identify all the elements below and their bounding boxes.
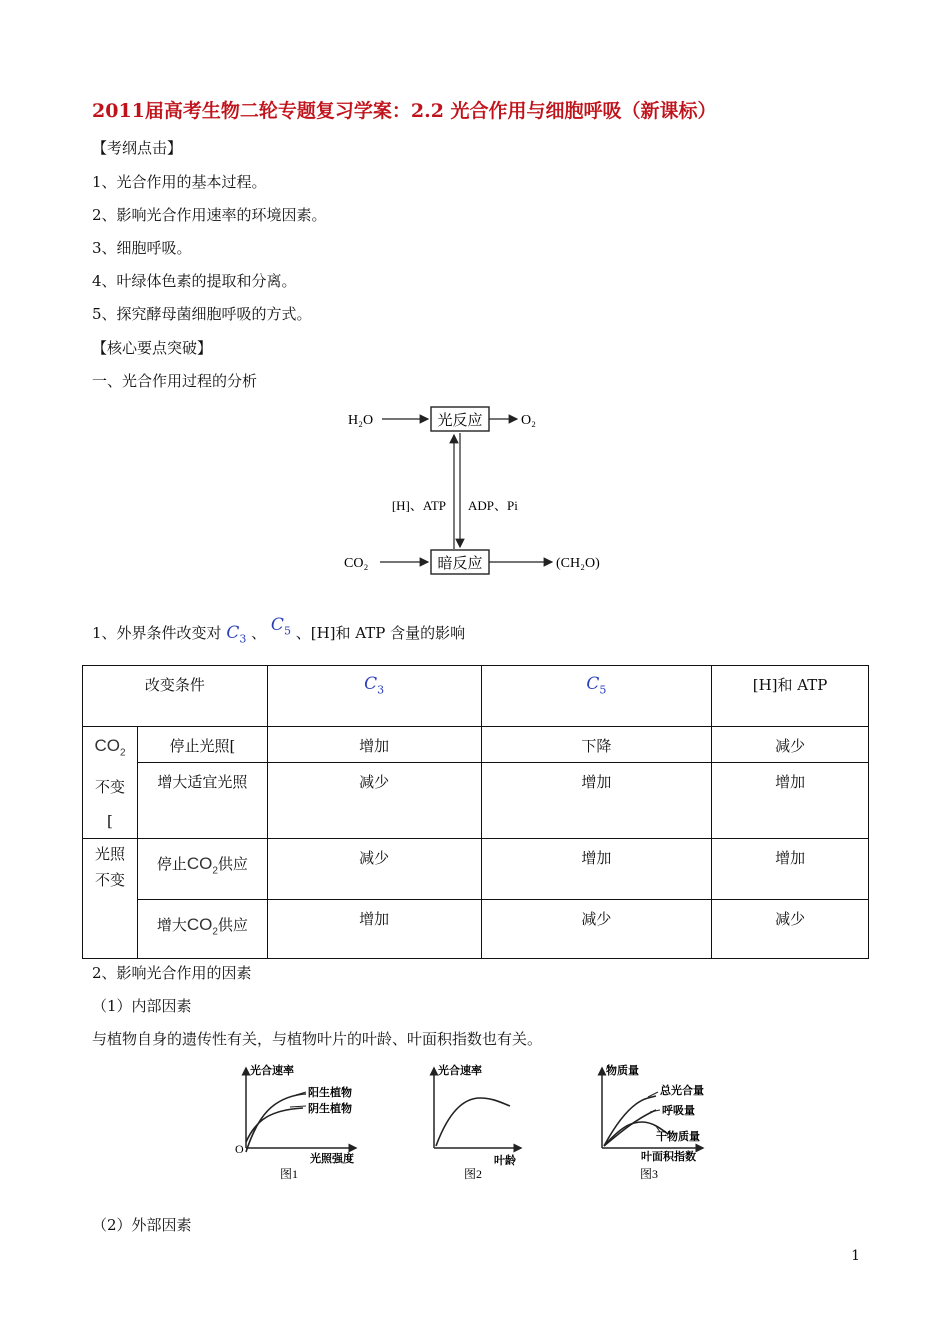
item1-heading: 1、外界条件改变对 $C_3$ 、 $C_5$ 、[H]和 ATP 含量的影响 <box>92 615 466 646</box>
part-heading: 一、光合作用过程的分析 <box>92 372 258 390</box>
diagram-o2: O₂ <box>521 413 536 428</box>
fig3-y-label: 物质量 <box>606 1064 639 1077</box>
fig3-caption: 图3 <box>640 1167 659 1181</box>
group-light-unchanged: 光照 不变 <box>83 839 138 959</box>
fig2-caption: 图2 <box>464 1167 483 1181</box>
c3-symbol: $C_3$ <box>226 623 247 646</box>
dark-reaction-label: 暗反应 <box>437 556 483 572</box>
light-reaction-label: 光反应 <box>437 413 483 429</box>
row-condition: 停止$CO_2$供应 <box>137 839 267 900</box>
row-condition: 增大适宜光照 <box>137 763 267 839</box>
row-c5: 减少 <box>481 900 712 959</box>
fig1-caption: 图1 <box>280 1167 299 1181</box>
row-c5: 增加 <box>481 839 712 900</box>
row-condition: 停止光照[ <box>137 727 267 763</box>
item2-2-heading: （2）外部因素 <box>92 1216 192 1234</box>
diagram-h2o: H₂O <box>348 413 374 428</box>
photosynthesis-diagram <box>330 395 630 585</box>
fig1-series2: 阴生植物 <box>308 1102 352 1115</box>
fig1-y-label: 光合速率 <box>250 1064 294 1077</box>
row-h-atp: 减少 <box>712 727 869 763</box>
row-h-atp: 增加 <box>712 839 869 900</box>
header-h-atp: [H]和 ATP <box>712 666 869 727</box>
fig1-sun-plant-curve <box>246 1094 306 1152</box>
fig3-series1: 总光合量 <box>660 1084 704 1097</box>
fig1-shade-plant-curve <box>246 1108 303 1142</box>
section-heading-core: 【核心要点突破】 <box>92 339 213 357</box>
figure-3 <box>602 1063 704 1181</box>
row-condition: 增大$CO_2$供应 <box>137 900 267 959</box>
c5-symbol: $C_5$ <box>270 615 291 638</box>
row-c3: 减少 <box>267 839 481 900</box>
section-heading-syllabus: 【考纲点击】 <box>92 139 183 157</box>
syllabus-item: 2、影响光合作用速率的环境因素。 <box>92 206 327 224</box>
fig3-series2: 呼吸量 <box>662 1104 695 1117</box>
item2-heading: 2、影响光合作用的因素 <box>92 964 252 982</box>
header-c5: $C_5$ <box>481 666 712 727</box>
fig1-origin: O <box>235 1142 244 1156</box>
diagram-h-atp: [H]、ATP <box>391 498 446 513</box>
header-c3: $C_3$ <box>267 666 481 727</box>
row-c3: 增加 <box>267 900 481 959</box>
fig1-x-label: 光照强度 <box>310 1152 354 1165</box>
fig3-respiration-curve <box>604 1110 656 1146</box>
row-h-atp: 增加 <box>712 763 869 839</box>
diagram-ch2o: (CH₂O) <box>556 556 600 571</box>
syllabus-item: 5、探究酵母菌细胞呼吸的方式。 <box>92 305 312 323</box>
header-condition: 改变条件 <box>83 666 268 727</box>
figure-1 <box>235 1063 356 1181</box>
fig2-curve <box>436 1098 510 1146</box>
fig1-series1: 阳生植物 <box>308 1086 352 1099</box>
row-h-atp: 减少 <box>712 900 869 959</box>
row-c5: 增加 <box>481 763 712 839</box>
figures-panel <box>228 1060 728 1190</box>
group-co2-unchanged: $CO_2$ 不变 [ <box>83 727 138 839</box>
syllabus-item: 3、细胞呼吸。 <box>92 239 192 257</box>
condition-table <box>82 665 869 959</box>
page-number: 1 <box>851 1248 860 1264</box>
item2-1-heading: （1）内部因素 <box>92 997 192 1015</box>
fig2-y-label: 光合速率 <box>438 1064 482 1077</box>
figure-2 <box>434 1063 521 1181</box>
syllabus-item: 1、光合作用的基本过程。 <box>92 173 267 191</box>
diagram-co2: CO₂ <box>344 556 369 571</box>
item2-1-text: 与植物自身的遗传性有关，与植物叶片的叶龄、叶面积指数也有关。 <box>92 1030 543 1048</box>
syllabus-item: 4、叶绿体色素的提取和分离。 <box>92 272 297 290</box>
fig2-x-label: 叶龄 <box>494 1154 516 1167</box>
fig3-series3: 干物质量 <box>656 1130 700 1143</box>
fig3-x-label: 叶面积指数 <box>641 1150 696 1163</box>
diagram-adp-pi: ADP、Pi <box>468 498 518 513</box>
row-c3: 增加 <box>267 727 481 763</box>
page-title: 2011届高考生物二轮专题复习学案：2.2 光合作用与细胞呼吸（新课标） <box>92 100 717 122</box>
row-c5: 下降 <box>481 727 712 763</box>
row-c3: 减少 <box>267 763 481 839</box>
